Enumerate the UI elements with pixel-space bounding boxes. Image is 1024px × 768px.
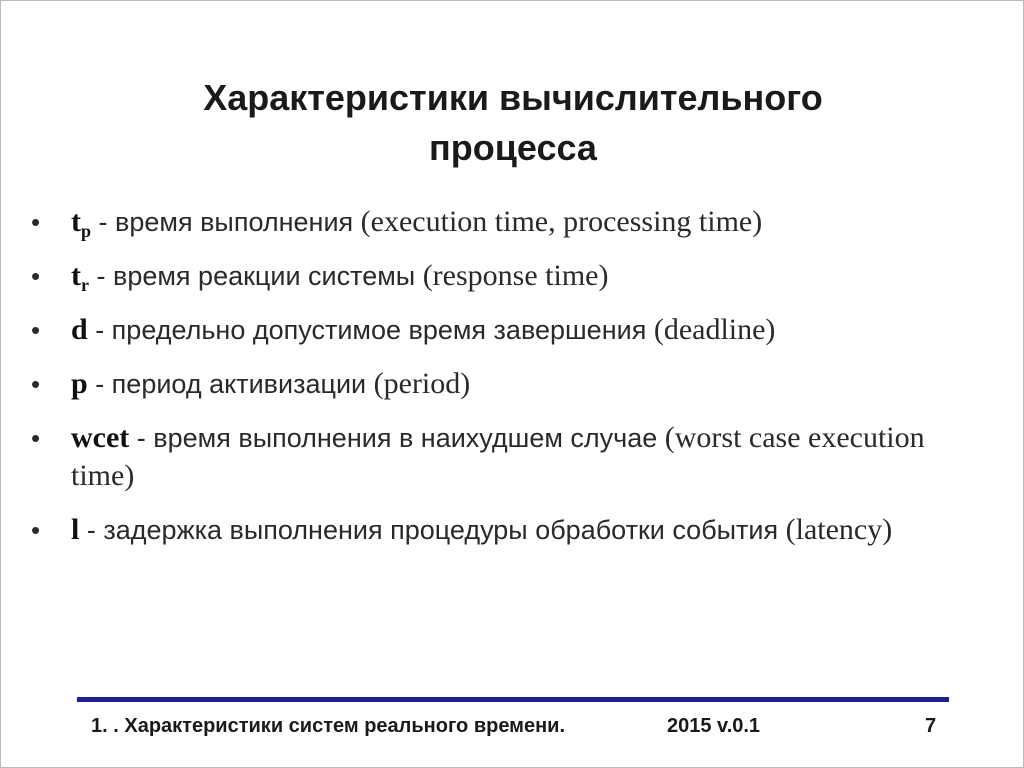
bullet-term-subscript: p — [81, 221, 92, 241]
bullet-item-period — [27, 365, 987, 419]
bullet-icon: • — [31, 261, 41, 291]
bullet-text-en: (execution time, processing time) — [360, 205, 763, 238]
bullet-text-ru: - время выполнения в наихудшем случае — [129, 423, 665, 453]
bullet-text-ru: - время реакции системы — [89, 261, 423, 291]
bullet-item-execution-time — [27, 203, 987, 257]
bullet-text-ru: - задержка выполнения процедуры обработки события — [79, 515, 786, 545]
bullet-text-en: (worst case execution time) — [71, 421, 925, 492]
bullet-text-en: (deadline) — [653, 313, 776, 346]
bullet-icon: • — [31, 315, 41, 345]
bullet-text-en: (period) — [373, 367, 471, 400]
bullet-list — [27, 203, 987, 603]
slide-title-line-1: Характеристики вычислительного — [203, 77, 823, 118]
bullet-term: p — [71, 367, 88, 400]
bullet-term: $t_r$ — [71, 259, 89, 295]
bullet-text-en: (response time) — [422, 259, 609, 292]
bullet-icon: • — [31, 515, 41, 545]
bullet-icon: • — [31, 423, 41, 453]
slide-title — [1, 73, 1024, 173]
bullet-item-response-time — [27, 257, 987, 311]
bullet-text-ru: - период активизации — [87, 369, 374, 399]
bullet-term: l — [71, 513, 80, 546]
bullet-icon: • — [31, 369, 41, 399]
bullet-term-subscript: r — [81, 275, 89, 295]
slide-title-line-2: процесса — [429, 127, 597, 168]
bullet-term: $t_p$ — [71, 205, 92, 241]
bullet-text-ru: - время выполнения — [91, 207, 361, 237]
bullet-item-wcet — [27, 419, 987, 511]
bullet-item-deadline — [27, 311, 987, 365]
bullet-icon: • — [31, 207, 41, 237]
footer-version: 2015 v.0.1 — [667, 715, 761, 737]
footer-divider — [77, 697, 949, 702]
bullet-text-ru: - предельно допустимое время завершения — [87, 315, 654, 345]
page-number: 7 — [925, 715, 937, 737]
footer-section-title: 1. . Характеристики систем реального времени. — [91, 715, 566, 737]
bullet-term: wcet — [71, 421, 130, 454]
bullet-text-en: (latency) — [785, 513, 893, 546]
bullet-item-latency — [27, 511, 987, 603]
bullet-term: d — [71, 313, 88, 346]
